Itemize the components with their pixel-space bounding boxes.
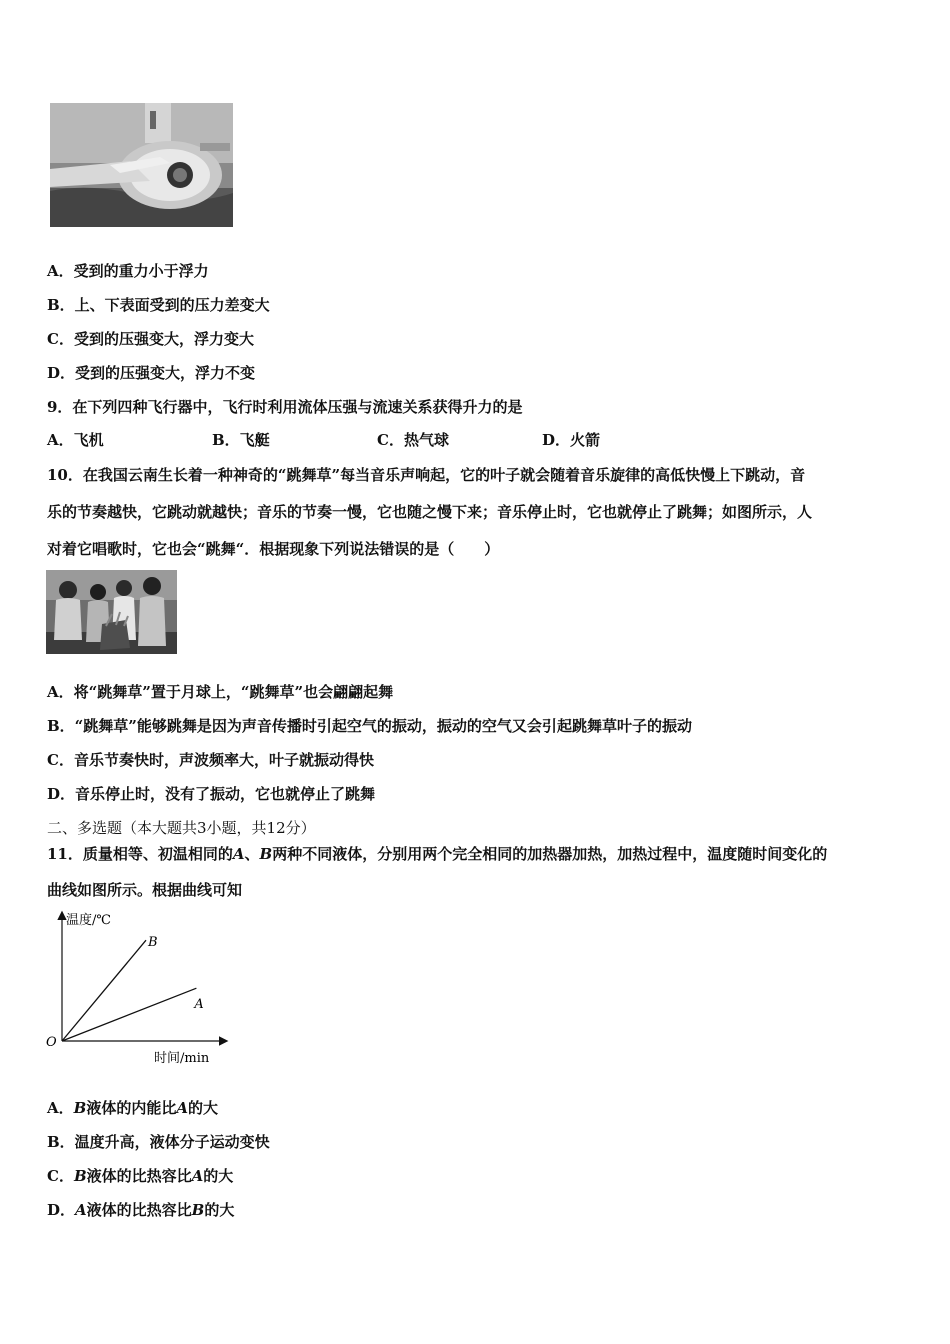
q11-c-var-2: A — [191, 1167, 204, 1185]
q11-c-pre: C． — [47, 1167, 74, 1185]
singing-people-photo-icon — [46, 570, 177, 654]
q11-stem-post: 两种不同液体，分别用两个完全相同的加热器加热，加热过程中，温度随时间变化的 — [272, 845, 828, 863]
x-axis-label: 时间/min — [154, 1051, 210, 1065]
q8-option-a: A．受到的重力小于浮力 — [47, 262, 209, 280]
q11-a-var-1: B — [73, 1099, 87, 1117]
temperature-time-chart — [40, 905, 240, 1065]
q11-stem-sep: 、 — [244, 845, 260, 863]
section-title: 二、多选题（本大题共3小题，共12分） — [47, 819, 316, 837]
q11-option-c — [47, 1166, 233, 1186]
q10-option-b: B．“跳舞草”能够跳舞是因为声音传播时引起空气的振动，振动的空气又会引起跳舞草叶子的振动 — [47, 717, 692, 735]
q11-a-post: 的大 — [187, 1099, 218, 1117]
submarine-photo-icon — [50, 103, 233, 227]
q10-stem-line-1: 10．在我国云南生长着一种神奇的“跳舞草”每当音乐声响起，它的叶子就会随着音乐旋律的高低快慢上下跳动，音 — [47, 466, 806, 484]
q9-option-b: B．飞艇 — [212, 431, 270, 449]
q11-c-mid: 液体的比热容比 — [86, 1167, 192, 1185]
q10-stem-line-2: 乐的节奏越快，它跳动就越快；音乐的节奏一慢，它也随之慢下来；音乐停止时，它也就停止了跳舞；如图所示，人 — [47, 503, 813, 521]
q10-option-c: C．音乐节奏快时，声波频率大，叶子就振动得快 — [47, 751, 374, 769]
q9-stem: 9．在下列四种飞行器中，飞行时利用流体压强与流速关系获得升力的是 — [47, 398, 523, 416]
q8-option-b: B．上、下表面受到的压力差变大 — [47, 296, 270, 314]
q11-option-d — [47, 1200, 234, 1220]
q11-c-var-1: B — [73, 1167, 87, 1185]
series-line-b — [62, 940, 146, 1041]
q9-option-c: C．热气球 — [377, 431, 449, 449]
q11-stem-line-1 — [47, 844, 827, 864]
q11-d-pre: D． — [47, 1201, 76, 1219]
origin-label: O — [46, 1035, 57, 1050]
q11-stem-pre: 11．质量相等、初温相同的 — [47, 845, 233, 863]
q11-stem-line-2: 曲线如图所示。根据曲线可知 — [47, 881, 243, 899]
q10-option-a: A．将“跳舞草”置于月球上，“跳舞草”也会翩翩起舞 — [47, 683, 394, 701]
q11-stem-var-b: B — [259, 845, 273, 863]
q11-d-post: 的大 — [204, 1201, 235, 1219]
q11-a-pre: A． — [47, 1099, 74, 1117]
q9-option-a: A．飞机 — [47, 431, 104, 449]
y-axis-label: 温度/℃ — [66, 913, 111, 928]
q8-option-d: D．受到的压强变大，浮力不变 — [47, 364, 256, 382]
q10-stem-line-3: 对着它唱歌时，它也会“跳舞“．根据现象下列说法错误的是（ ） — [47, 540, 500, 558]
q8-option-c: C．受到的压强变大，浮力变大 — [47, 330, 254, 348]
q11-a-var-2: A — [176, 1099, 188, 1117]
q11-option-a — [47, 1098, 218, 1118]
q11-d-mid: 液体的比热容比 — [86, 1201, 192, 1219]
q11-d-var-2: B — [191, 1201, 205, 1219]
q11-d-var-1: A — [75, 1201, 87, 1219]
q10-option-d: D．音乐停止时，没有了振动，它也就停止了跳舞 — [47, 785, 376, 803]
q11-option-b: B．温度升高，液体分子运动变快 — [47, 1133, 270, 1151]
series-label-a: A — [194, 997, 204, 1013]
series-line-a — [62, 988, 196, 1041]
q9-options — [47, 430, 647, 450]
series-label-b: B — [148, 935, 158, 951]
q9-option-d: D．火箭 — [542, 431, 601, 449]
q11-stem-var-a: A — [232, 845, 245, 863]
q11-c-post: 的大 — [203, 1167, 234, 1185]
q11-a-mid: 液体的内能比 — [86, 1099, 177, 1117]
